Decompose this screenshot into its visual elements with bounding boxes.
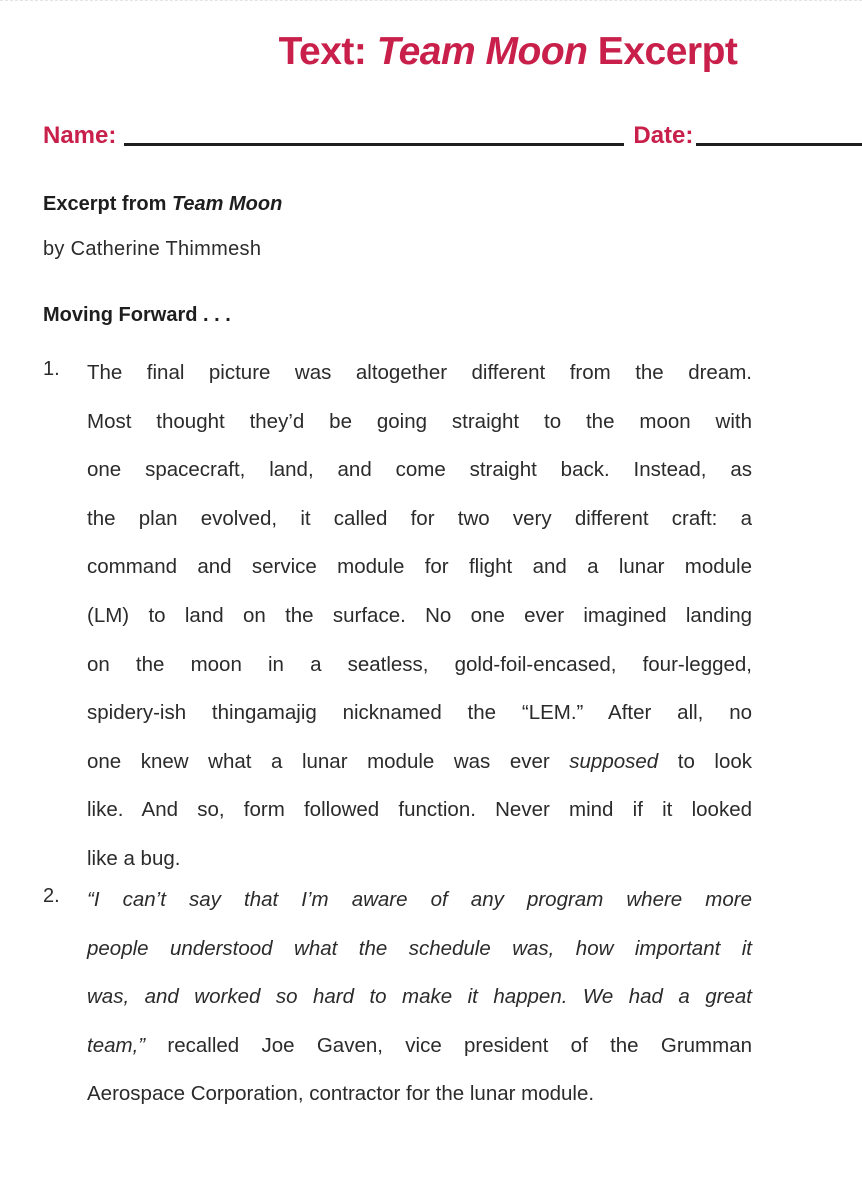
top-dotted-rule [0, 0, 862, 1]
name-label: Name: [43, 122, 117, 149]
text-run: one knew what a lunar module was ever [87, 750, 570, 773]
text-run: recalled Joe Gaven, vice president of the Grumman [145, 1034, 752, 1057]
author-line: by Catherine Thimmesh [43, 238, 262, 260]
paragraph-line: the plan evolved, it called for two very different craft: a [87, 507, 752, 530]
source-title-italic: Team Moon [171, 193, 283, 215]
source-title-prefix: Excerpt from [43, 193, 172, 215]
date-blank-line[interactable] [696, 143, 862, 146]
paragraph-line: (LM) to land on the surface. No one ever imagined landing [87, 604, 752, 627]
paragraph-line: command and service module for flight and a lunar module [87, 555, 752, 578]
name-date-row [43, 122, 862, 156]
paragraph-line: Aerospace Corporation, contractor for the lunar module. [87, 1082, 595, 1105]
paragraph-line [87, 747, 752, 777]
date-label: Date: [633, 122, 694, 149]
paragraph-line: The final picture was altogether different from the dream. [87, 361, 752, 384]
text-run: to look [658, 750, 752, 773]
page-title [0, 30, 862, 74]
quote-line: was, and worked so hard to make it happen. We had a great [87, 985, 752, 1008]
paragraph-line: like. And so, form followed function. Never mind if it looked [87, 798, 752, 821]
emphasis-supposed: supposed [569, 750, 659, 773]
title-italic: Team Moon [376, 30, 588, 73]
paragraph-line: one spacecraft, land, and come straight back. Instead, as [87, 458, 752, 481]
paragraph-line: like a bug. [87, 847, 181, 870]
source-title [43, 193, 282, 216]
paragraph-number: 1. [43, 358, 60, 380]
paragraph-line [87, 1031, 752, 1061]
paragraph-line: Most thought they’d be going straight to the moon with [87, 410, 752, 433]
paragraph-line: spidery-ish thingamajig nicknamed the “LEM.” After all, no [87, 701, 752, 724]
title-suffix: Excerpt [587, 30, 738, 73]
quote-line: “I can’t say that I’m aware of any program where more [87, 888, 752, 911]
section-heading: Moving Forward . . . [43, 304, 231, 326]
name-blank-line[interactable] [124, 143, 624, 146]
paragraph-line: on the moon in a seatless, gold-foil-encased, four-legged, [87, 653, 752, 676]
paragraph-number: 2. [43, 885, 60, 907]
quote-end: team,” [87, 1034, 146, 1057]
quote-line: people understood what the schedule was, how important it [87, 937, 752, 960]
title-prefix: Text: [278, 30, 377, 73]
